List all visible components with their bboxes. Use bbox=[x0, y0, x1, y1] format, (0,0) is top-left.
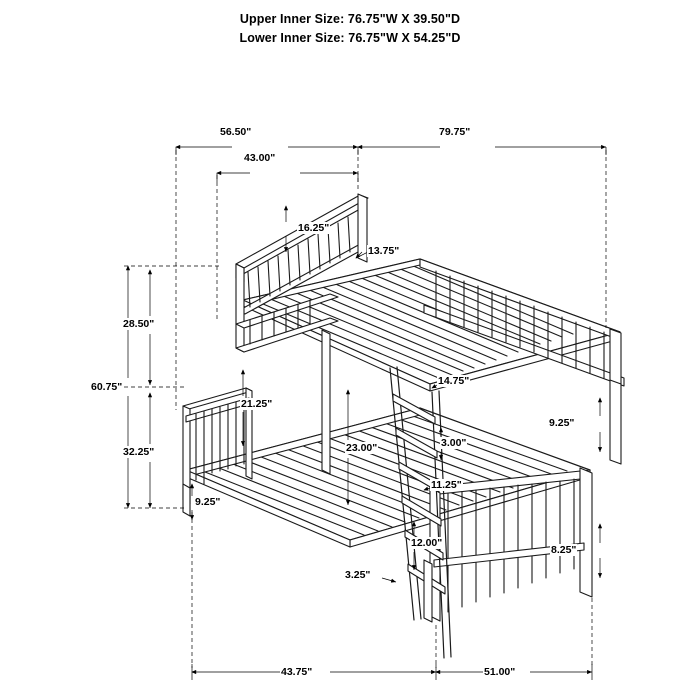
dim-label-bottom-right-width: 51.00" bbox=[484, 666, 516, 678]
dim-label-lower-deck-height: 32.25" bbox=[123, 446, 155, 458]
dim-label-upper-guard-height: 16.25" bbox=[298, 222, 330, 234]
upper-inner-size-label: Upper Inner Size: 76.75"W X 39.50"D bbox=[239, 12, 461, 26]
dim-label-upper-post-height: 9.25" bbox=[549, 417, 575, 429]
dim-label-rail-gap: 3.00" bbox=[441, 437, 467, 449]
dim-label-top-left-width: 56.50" bbox=[220, 126, 252, 138]
dim-label-upper-deck-height: 28.50" bbox=[123, 318, 155, 330]
dim-label-lower-clear-height: 23.00" bbox=[346, 442, 378, 454]
dim-label-overall-height: 60.75" bbox=[91, 381, 123, 393]
dim-label-step-rise: 11.25" bbox=[431, 479, 462, 491]
dim-label-ladder-step-depth: 14.75" bbox=[438, 375, 470, 387]
dim-label-leg-height: 12.00" bbox=[411, 537, 443, 549]
dim-label-top-right-width: 79.75" bbox=[439, 126, 471, 138]
dim-label-upper-side-height: 21.25" bbox=[241, 398, 273, 410]
dim-label-lower-post-offset: 9.25" bbox=[195, 496, 221, 508]
dim-label-lower-post-height: 8.25" bbox=[551, 544, 577, 556]
dim-label-bottom-left-width: 43.75" bbox=[281, 666, 313, 678]
lower-inner-size-label: Lower Inner Size: 76.75"W X 54.25"D bbox=[239, 31, 461, 45]
dim-label-upper-rail-width: 43.00" bbox=[244, 152, 276, 164]
dim-label-upper-rail-top: 13.75" bbox=[368, 245, 400, 257]
dim-label-foot-clearance: 3.25" bbox=[345, 569, 371, 581]
